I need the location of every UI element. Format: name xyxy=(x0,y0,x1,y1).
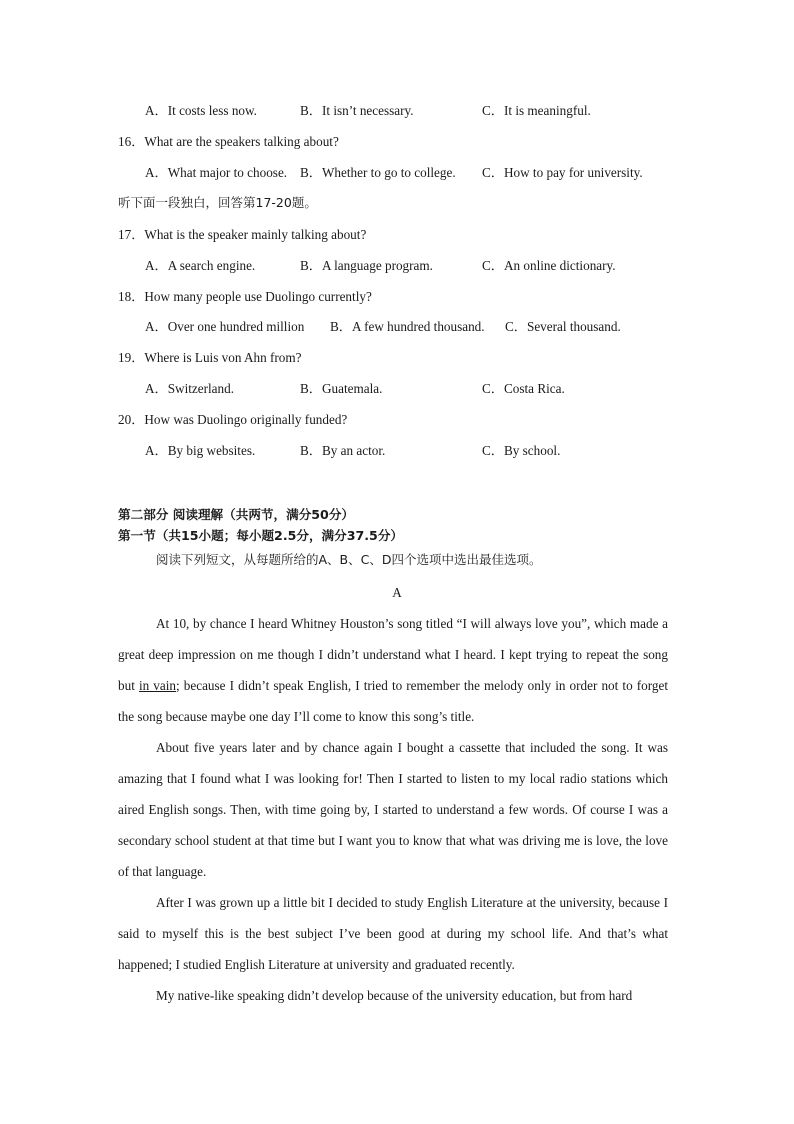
monologue-instruction: 听下面一段独白，回答第17-20题。 xyxy=(118,195,317,210)
underlined-phrase: in vain xyxy=(138,678,177,693)
q15-option-a: A．It costs less now. xyxy=(145,103,257,118)
q17-option-c: C．An online dictionary. xyxy=(482,258,616,273)
q16-option-b: B．Whether to go to college. xyxy=(300,165,456,180)
passage-label: A xyxy=(392,585,402,600)
q18-stem: 18．How many people use Duolingo currently? xyxy=(118,289,372,304)
q18-option-c: C．Several thousand. xyxy=(505,319,621,334)
q16-stem: 16．What are the speakers talking about? xyxy=(118,134,339,149)
q20-option-a: A．By big websites. xyxy=(145,443,256,458)
q17-stem: 17．What is the speaker mainly talking about? xyxy=(118,227,367,242)
part2-title: 第二部分 阅读理解（共两节，满分50分） xyxy=(118,507,355,522)
q15-option-c: C．It is meaningful. xyxy=(482,103,591,118)
p1-text-before: At 10, by chance I heard Whitney Houston’s song titled “I will always love you”, which made a great deep impression on me though I didn’t understand what I heard. I kept trying to repeat the song but xyxy=(118,616,668,693)
q19-option-a: A．Switzerland. xyxy=(145,381,234,396)
passage-paragraph-2: About five years later and by chance again I bought a cassette that included the song. It was amazing that I found what I was looking for! Then I started to listen to my local radio stations which aired English songs. Then, with time going by, I started to understand a few words. Of course I was a secondary school student at that time but I want you to know that what was driving me is love, the love of that language. xyxy=(118,740,668,879)
q16-option-c: C．How to pay for university. xyxy=(482,165,643,180)
q20-option-c: C．By school. xyxy=(482,443,561,458)
q18-option-a: A．Over one hundred million xyxy=(145,319,305,334)
passage-paragraph-4: My native-like speaking didn’t develop because of the university education, but from hard xyxy=(156,988,633,1003)
q19-stem: 19．Where is Luis von Ahn from? xyxy=(118,350,302,365)
q18-option-b: B．A few hundred thousand. xyxy=(330,319,485,334)
p1-text-after: ; because I didn’t speak English, I tried to remember the melody only in order not to forget the song because maybe one day I’ll come to know this song’s title. xyxy=(118,678,669,724)
passage-paragraph-3: After I was grown up a little bit I decided to study English Literature at the university, because I said to myself this is the best subject I’ve been good at during my school life. And that’s what happened; I studied English Literature at university and graduated recently. xyxy=(118,895,668,972)
reading-instruction: 阅读下列短文，从每题所给的A、B、C、D四个选项中选出最佳选项。 xyxy=(156,552,542,567)
q20-option-b: B．By an actor. xyxy=(300,443,386,458)
q17-option-b: B．A language program. xyxy=(300,258,433,273)
passage-paragraph-1 xyxy=(118,608,668,732)
q19-option-b: B．Guatemala. xyxy=(300,381,383,396)
q20-stem: 20．How was Duolingo originally funded? xyxy=(118,412,348,427)
q15-option-b: B．It isn’t necessary. xyxy=(300,103,414,118)
q16-option-a: A．What major to choose. xyxy=(145,165,288,180)
section1-title: 第一节（共15小题；每小题2.5分，满分37.5分） xyxy=(118,528,404,543)
passage-a xyxy=(118,608,668,1011)
q17-option-a: A．A search engine. xyxy=(145,258,256,273)
q19-option-c: C．Costa Rica. xyxy=(482,381,565,396)
